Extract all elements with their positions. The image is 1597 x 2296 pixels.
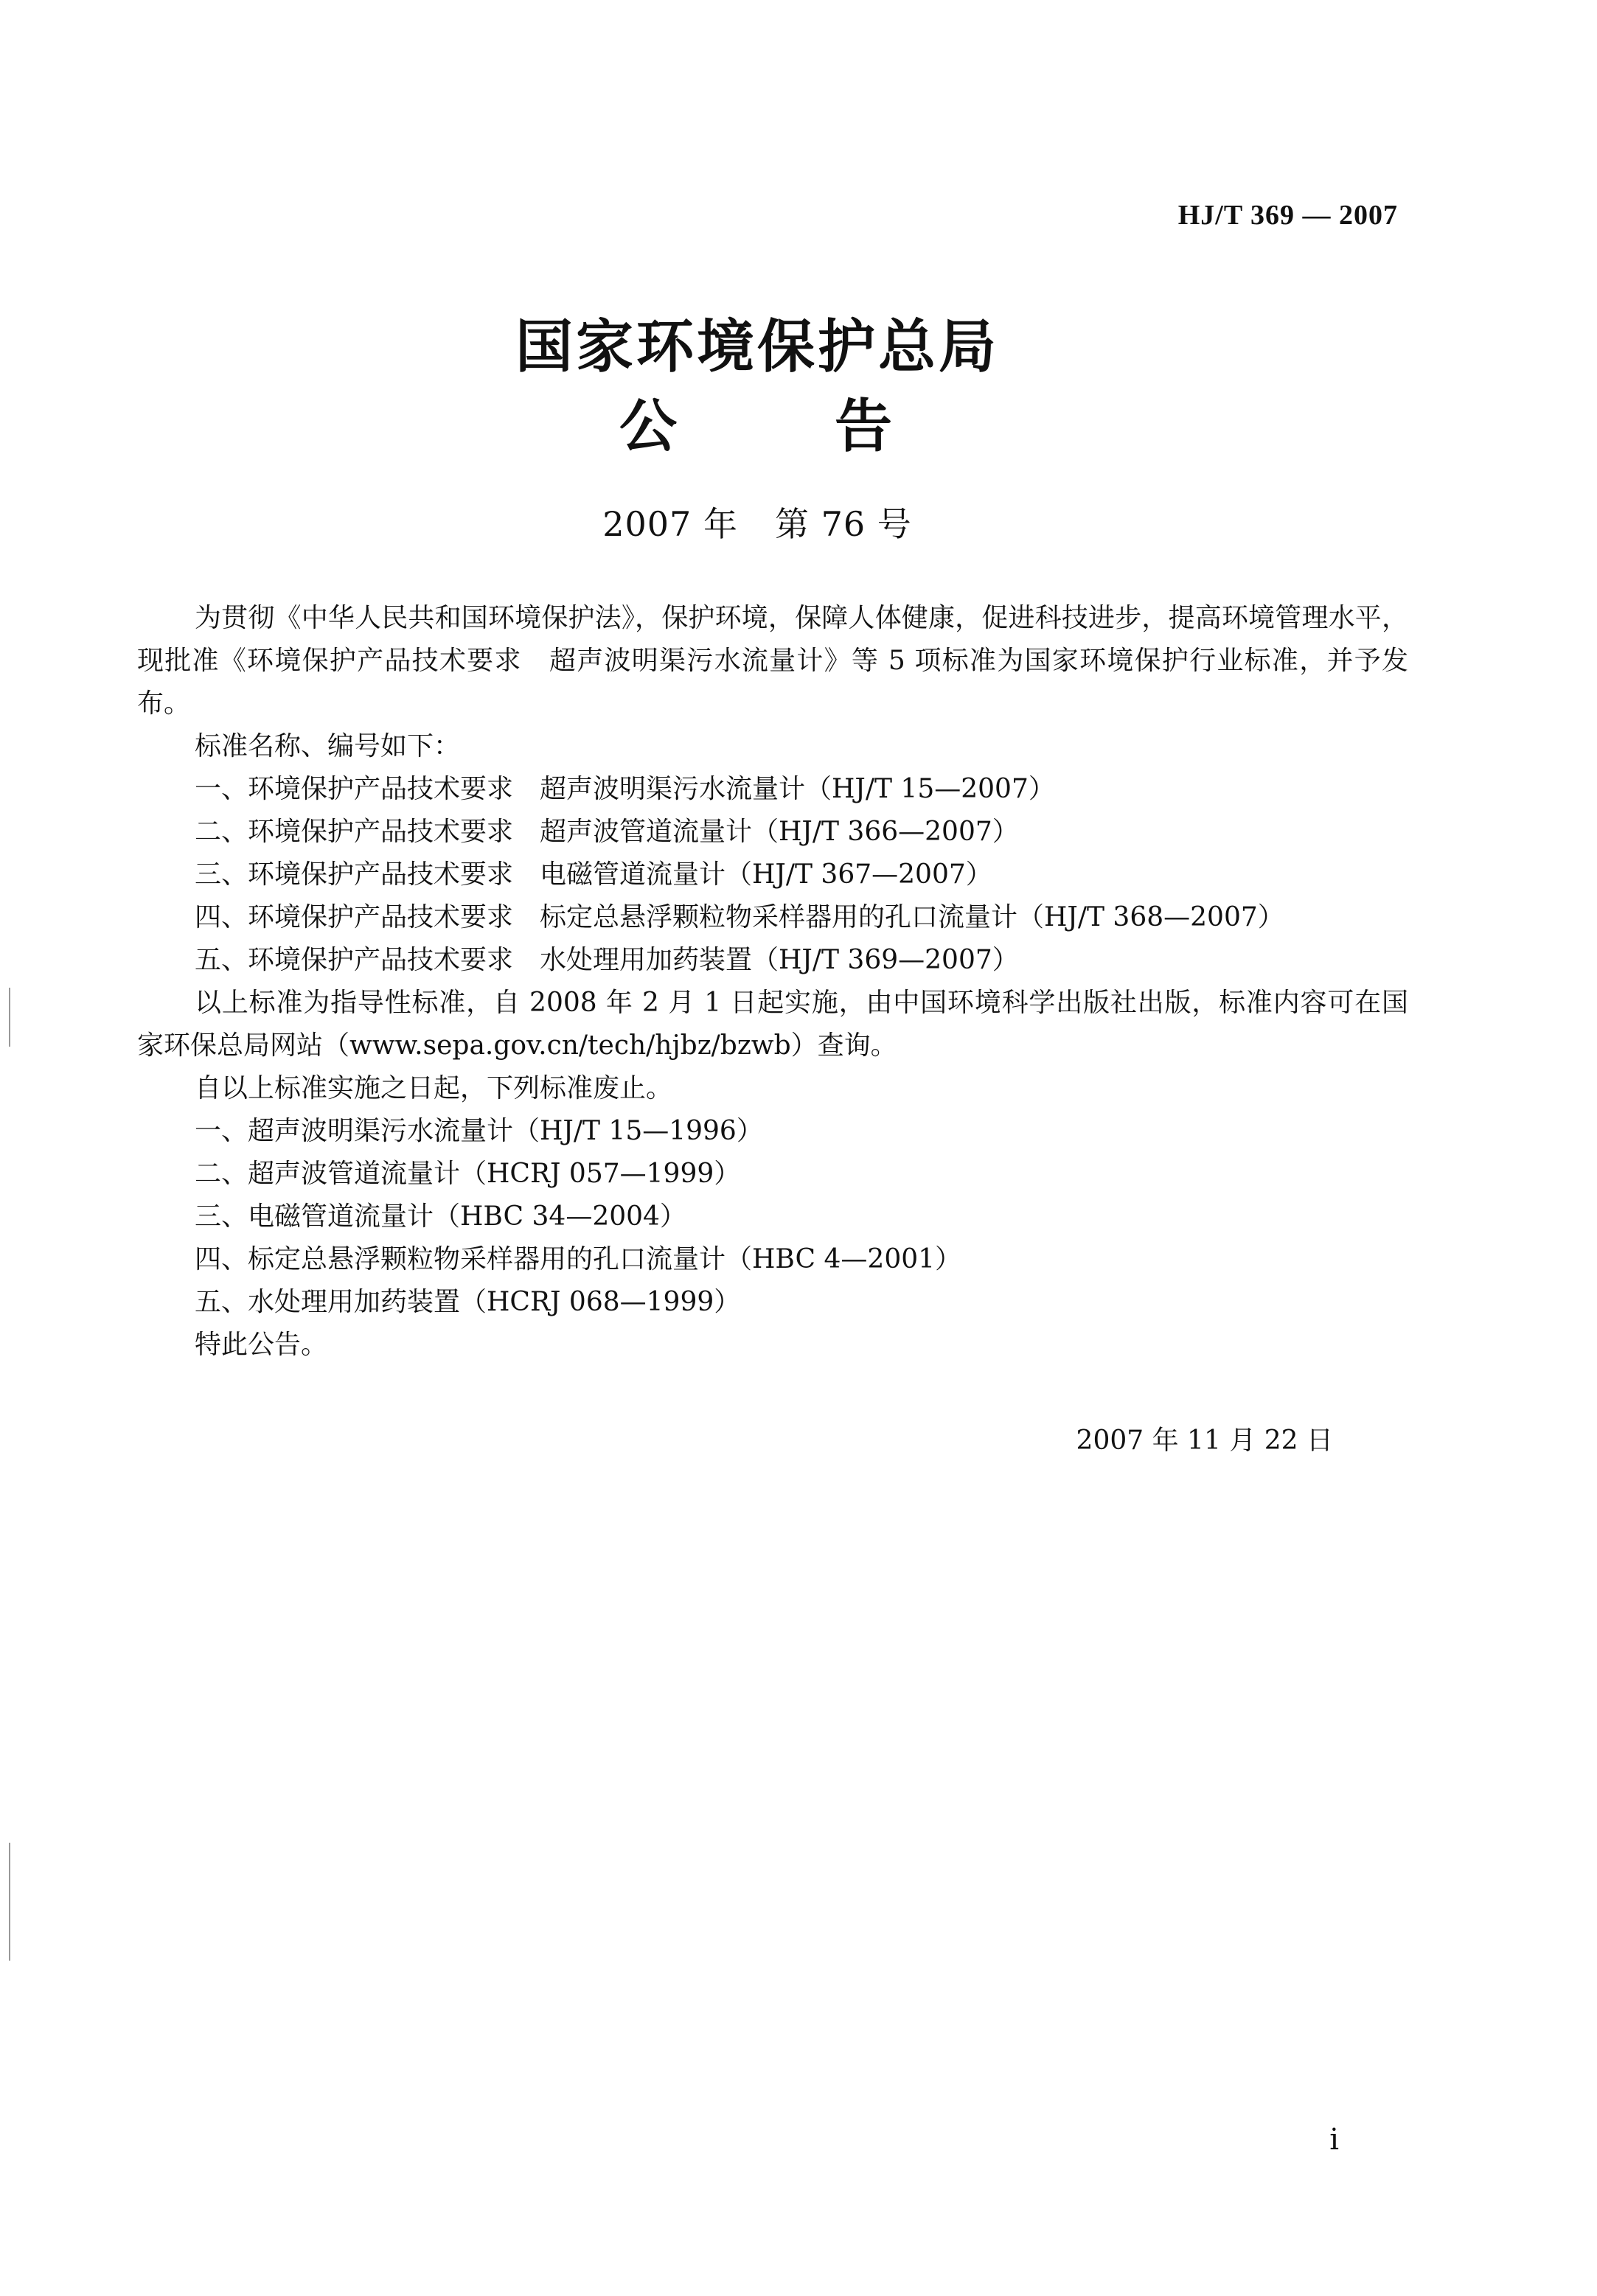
- standard-prefix: 一、环境保护产品技术要求: [195, 774, 514, 804]
- abolished-item: 四、标定总悬浮颗粒物采样器用的孔口流量计（HBC 4—2001）: [195, 1244, 962, 1274]
- abolished-item: 二、超声波管道流量计（HCRJ 057—1999）: [195, 1159, 741, 1189]
- standard-item: [137, 854, 1408, 896]
- standard-prefix: 四、环境保护产品技术要求: [195, 902, 514, 932]
- guidance-paragraph: 以上标准为指导性标准，自 2008 年 2 月 1 日起实施，由中国环境科学出版社出版，标准内容可在国家环保总局网站（www.sepa.gov.cn/tech/hjbz/bzwb）查询。: [137, 988, 1408, 1061]
- notice-title-char-1: 公: [619, 394, 680, 460]
- list-intro: 标准名称、编号如下：: [195, 731, 461, 761]
- abolished-item: 三、电磁管道流量计（HBC 34—2004）: [195, 1201, 686, 1232]
- scan-edge-mark: [9, 988, 10, 1047]
- abolish-intro: 自以上标准实施之日起，下列标准废止。: [195, 1073, 673, 1103]
- scan-edge-mark: [9, 1843, 10, 1961]
- page-number: i: [1329, 2123, 1339, 2157]
- standard-item: [137, 768, 1408, 811]
- issue-number: [0, 498, 1556, 546]
- issue-year: 2007 年: [602, 504, 738, 544]
- standard-prefix: 三、环境保护产品技术要求: [195, 859, 514, 890]
- standard-name: 超声波明渠污水流量计（HJ/T 15—2007）: [540, 774, 1055, 804]
- intro-paragraph: 为贯彻《中华人民共和国环境保护法》，保护环境，保障人体健康，促进科技进步，提高环境管理水平，现批准《环境保护产品技术要求 超声波明渠污水流量计》等 5 项标准为国家环境保护行业标准，并予发布。: [137, 603, 1408, 719]
- agency-title: 国家环境保护总局: [515, 314, 999, 380]
- standard-prefix: 二、环境保护产品技术要求: [195, 817, 514, 847]
- standard-name: 水处理用加药装置（HJ/T 369—2007）: [540, 945, 1019, 975]
- issue-date: 2007 年 11 月 22 日: [1076, 1426, 1333, 1456]
- standard-prefix: 五、环境保护产品技术要求: [195, 945, 514, 975]
- closing-line: 特此公告。: [195, 1330, 328, 1360]
- standard-code: HJ/T 369 — 2007: [1177, 200, 1398, 231]
- standard-name: 超声波管道流量计（HJ/T 366—2007）: [540, 817, 1019, 847]
- standard-item: [137, 811, 1408, 854]
- abolished-item: 一、超声波明渠污水流量计（HJ/T 15—1996）: [195, 1116, 763, 1146]
- standard-name: 电磁管道流量计（HJ/T 367—2007）: [540, 859, 992, 890]
- notice-title-char-2: 告: [835, 394, 896, 460]
- standard-item: [137, 896, 1408, 939]
- standard-name: 标定总悬浮颗粒物采样器用的孔口流量计（HJ/T 368—2007）: [540, 902, 1284, 932]
- abolished-item: 五、水处理用加药装置（HCRJ 068—1999）: [195, 1287, 741, 1317]
- issue-no: 第 76 号: [774, 504, 912, 544]
- notice-title: [0, 380, 1556, 463]
- standard-item: [137, 939, 1408, 982]
- notice-body: [137, 597, 1408, 1367]
